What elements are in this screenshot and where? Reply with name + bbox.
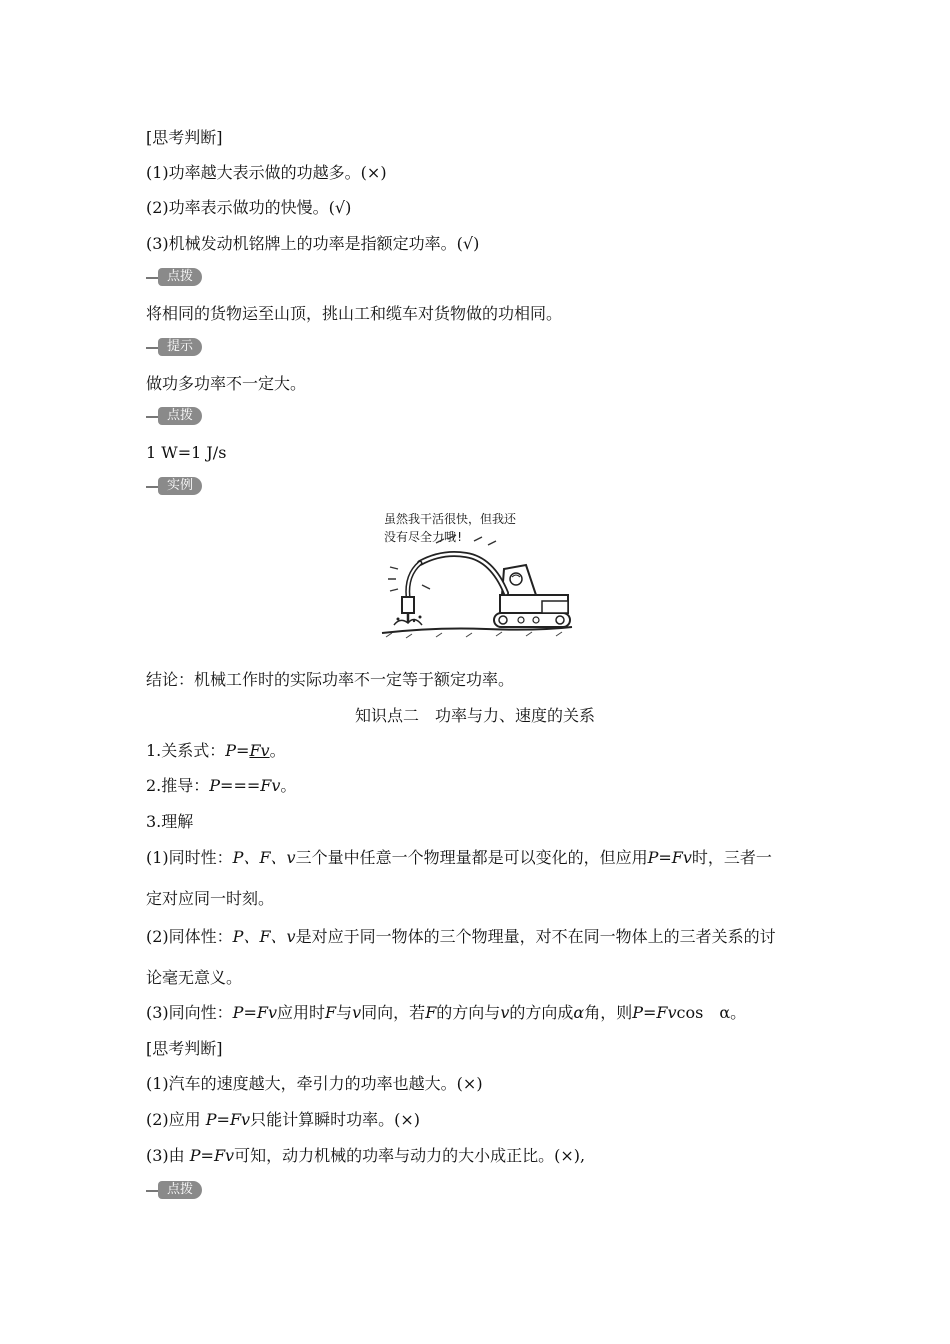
u3-F-2: F xyxy=(425,1003,437,1022)
u3-text-2: 与 xyxy=(336,1003,353,1022)
j23-formula: P=Fv xyxy=(189,1146,235,1165)
understand-1-line-2: 定对应同一时刻。 xyxy=(146,889,275,908)
section-title: 知识点二 功率与力、速度的关系 xyxy=(354,706,595,725)
tag-label: 点拨 xyxy=(158,268,202,286)
shili-tag xyxy=(146,477,204,495)
conclusion: 结论：机械工作时的实际功率不一定等于额定功率。 xyxy=(146,670,515,689)
u3-v: v xyxy=(352,1003,362,1022)
u3-formula-1: P=Fv xyxy=(232,1003,277,1022)
excavator-figure xyxy=(376,505,576,645)
excavator-drawing xyxy=(376,505,576,645)
judgment-item-2-1: (1)汽车的速度越大，牵引力的功率也越大。(×) xyxy=(146,1074,483,1093)
u2-text: 是对应于同一物体的三个物理量，对不在同一物体上的三者关系的讨 xyxy=(295,927,776,946)
tag-label: 点拨 xyxy=(158,1181,202,1199)
derivation-p: P xyxy=(209,776,221,795)
derivation-line xyxy=(146,775,296,797)
judgment-item-1: (1)功率越大表示做的功越多。(×) xyxy=(146,163,387,182)
j23-prefix: (3)由 xyxy=(146,1146,190,1165)
relation-line xyxy=(146,740,286,762)
relation-eq: = xyxy=(236,741,250,760)
u3-v-2: v xyxy=(500,1003,510,1022)
understand-header: 3.理解 xyxy=(146,812,194,831)
u3-alpha: α xyxy=(573,1003,585,1022)
u3-text-3: 同向，若 xyxy=(361,1003,426,1022)
u1-vars: P、F、v xyxy=(232,848,296,867)
u1-text: 三个量中任意一个物理量都是可以变化的，但应用 xyxy=(295,848,648,867)
figure-caption-2: 没有尽全力哦! xyxy=(384,530,464,544)
relation-fv: Fv xyxy=(249,741,270,760)
u1-text-end: 时，三者一 xyxy=(691,848,772,867)
understand-3-line xyxy=(146,1002,746,1024)
dianbo-tag-3 xyxy=(146,1181,204,1199)
u1-label: (1)同时性： xyxy=(146,848,233,867)
judgment-item-2-3 xyxy=(146,1145,585,1167)
u3-text-5: 的方向成 xyxy=(509,1003,574,1022)
u3-text-6: 角，则 xyxy=(584,1003,633,1022)
u3-formula-2: P=Fv xyxy=(632,1003,677,1022)
u3-F: F xyxy=(325,1003,337,1022)
tishi-tag xyxy=(146,338,204,356)
understand-2-line-1 xyxy=(146,926,776,948)
j22-text: 只能计算瞬时功率。(×) xyxy=(250,1110,420,1129)
tag-label: 实例 xyxy=(158,477,202,495)
u3-label: (3)同向性： xyxy=(146,1003,233,1022)
relation-prefix: 1.关系式： xyxy=(146,741,226,760)
derivation-prefix: 2.推导： xyxy=(146,776,210,795)
relation-end: 。 xyxy=(269,741,286,760)
judgment-item-2-2 xyxy=(146,1109,420,1131)
note-2: 做功多功率不一定大。 xyxy=(146,374,307,393)
u3-text-7: cos α。 xyxy=(676,1003,747,1022)
judgment-item-2: (2)功率表示做功的快慢。(√) xyxy=(146,198,352,217)
j23-text: 可知，动力机械的功率与动力的大小成正比。(×), xyxy=(234,1146,586,1165)
dianbo-tag-2 xyxy=(146,407,204,425)
think-header-1: [思考判断] xyxy=(146,128,223,147)
dianbo-tag-1 xyxy=(146,268,204,286)
figure-caption-1: 虽然我干活很快，但我还 xyxy=(384,512,517,526)
understand-1-line-1 xyxy=(146,847,772,869)
u2-vars: P、F、v xyxy=(232,927,296,946)
derivation-end: 。 xyxy=(280,776,297,795)
note-3: 1 W=1 J/s xyxy=(146,443,227,462)
derivation-fv: Fv xyxy=(260,776,281,795)
derivation-eq: === xyxy=(220,776,261,795)
understand-2-line-2: 论毫无意义。 xyxy=(146,968,243,987)
u3-text-4: 的方向与 xyxy=(436,1003,501,1022)
judgment-item-3: (3)机械发动机铭牌上的功率是指额定功率。(√) xyxy=(146,234,480,253)
note-1: 将相同的货物运至山顶，挑山工和缆车对货物做的功相同。 xyxy=(146,304,563,323)
j22-prefix: (2)应用 xyxy=(146,1110,206,1129)
u1-formula: P=Fv xyxy=(647,848,692,867)
relation-p: P xyxy=(225,741,237,760)
j22-formula: P=Fv xyxy=(205,1110,251,1129)
tag-label: 点拨 xyxy=(158,407,202,425)
u2-label: (2)同体性： xyxy=(146,927,233,946)
u3-text-1: 应用时 xyxy=(276,1003,325,1022)
think-header-2: [思考判断] xyxy=(146,1039,223,1058)
tag-label: 提示 xyxy=(158,338,202,356)
